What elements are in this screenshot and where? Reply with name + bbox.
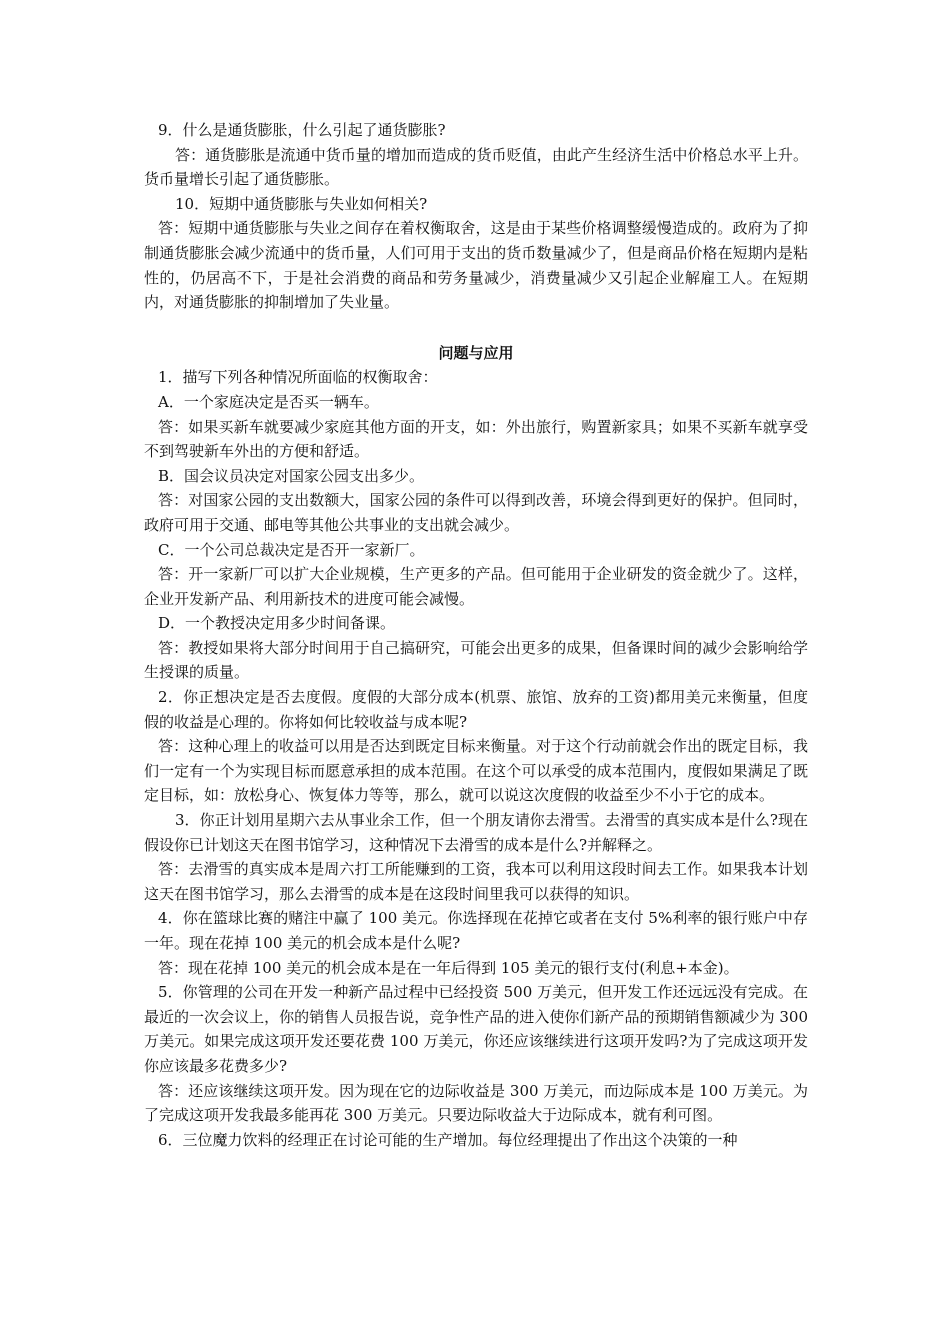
review-questions-section xyxy=(144,118,808,315)
question-10: 10．短期中通货膨胀与失业如何相关? xyxy=(175,194,428,213)
answer-10: 答：短期中通货膨胀与失业之间存在着权衡取舍，这是由于某些价格调整缓慢造成的。政府为了抑制通货膨胀会减少流通中的货币量，人们可用于支出的货币数量减少了，但是商品价格在短期内是粘性的，仍居高不下，于是社会消费的商品和劳务量减少，消费量减少又引起企业解雇工人。在短期内，对通货膨胀的抑制增加了失业量。 xyxy=(144,219,808,312)
answer-5: 答：还应该继续这项开发。因为现在它的边际收益是 300 万美元，而边际成本是 100 万美元。为了完成这项开发我最多能再花 300 万美元。只要边际收益大于边际成本，就有利可图。 xyxy=(144,1081,808,1125)
problem-1: 1．描写下列各种情况所面临的权衡取舍： xyxy=(158,368,438,387)
problem-6: 6．三位魔力饮料的经理正在讨论可能的生产增加。每位经理提出了作出这个决策的一种 xyxy=(158,1130,738,1149)
problem-2: 2．你正想决定是否去度假。度假的大部分成本(机票、旅馆、放弃的工资)都用美元来衡量，但度假的收益是心理的。你将如何比较收益与成本呢? xyxy=(144,688,808,731)
answer-1a: 答：如果买新车就要减少家庭其他方面的开支，如：外出旅行，购置新家具；如果不买新车就享受不到驾驶新车外出的方便和舒适。 xyxy=(144,417,808,461)
document-page xyxy=(144,118,808,1152)
problem-1c: C．一个公司总裁决定是否开一家新厂。 xyxy=(158,540,425,559)
problem-3: 3．你正计划用星期六去从事业余工作，但一个朋友请你去滑雪。去滑雪的真实成本是什么?现在假设你已计划这天在图书馆学习，这种情况下去滑雪的成本是什么?并解释之。 xyxy=(144,811,808,854)
problems-section xyxy=(144,365,808,1152)
problem-1b: B．国会议员决定对国家公园支出多少。 xyxy=(158,466,425,485)
answer-2: 答：这种心理上的收益可以用是否达到既定目标来衡量。对于这个行动前就会作出的既定目标，我们一定有一个为实现目标而愿意承担的成本范围。在这个可以承受的成本范围内，度假如果满足了既定目标，如：放松身心、恢复体力等等，那么，就可以说这次度假的收益至少不小于它的成本。 xyxy=(144,737,808,805)
problem-1d: D．一个教授决定用多少时间备课。 xyxy=(158,614,396,633)
answer-1c: 答：开一家新厂可以扩大企业规模，生产更多的产品。但可能用于企业研发的资金就少了。这样，企业开发新产品、利用新技术的进度可能会减慢。 xyxy=(144,565,808,608)
section-title: 问题与应用 xyxy=(438,343,514,362)
answer-1b: 答：对国家公园的支出数额大，国家公园的条件可以得到改善，环境会得到更好的保护。但同时，政府可用于交通、邮电等其他公共事业的支出就会减少。 xyxy=(144,491,808,534)
section-gap xyxy=(144,315,808,341)
problem-4: 4．你在篮球比赛的赌注中赢了 100 美元。你选择现在花掉它或者在支付 5%利率的银行账户中存一年。现在花掉 100 美元的机会成本是什么呢? xyxy=(144,909,808,952)
answer-9: 答：通货膨胀是流通中货币量的增加而造成的货币贬值，由此产生经济生活中价格总水平上升。货币量增长引起了通货膨胀。 xyxy=(144,145,808,189)
question-9: 9．什么是通货膨胀，什么引起了通货膨胀? xyxy=(158,121,446,139)
answer-4: 答：现在花掉 100 美元的机会成本是在一年后得到 105 美元的银行支付(利息+本金)。 xyxy=(158,958,739,977)
answer-3: 答：去滑雪的真实成本是周六打工所能赚到的工资，我本可以利用这段时间去工作。如果我本计划这天在图书馆学习，那么去滑雪的成本是在这段时间里我可以获得的知识。 xyxy=(144,860,808,903)
problem-1a: A．一个家庭决定是否买一辆车。 xyxy=(158,392,379,411)
problem-5: 5．你管理的公司在开发一种新产品过程中已经投资 500 万美元，但开发工作还远远没有完成。在最近的一次会议上，你的销售人员报告说，竞争性产品的进入使你们新产品的预期销售额减少为 300 万美元。如果完成这项开发还要花费 100 万美元，你还应该继续进行这项开发吗?为了完成这项开发你应该最多花费多少? xyxy=(144,983,808,1075)
answer-1d: 答：教授如果将大部分时间用于自己搞研究，可能会出更多的成果，但备课时间的减少会影响给学生授课的质量。 xyxy=(144,638,808,682)
